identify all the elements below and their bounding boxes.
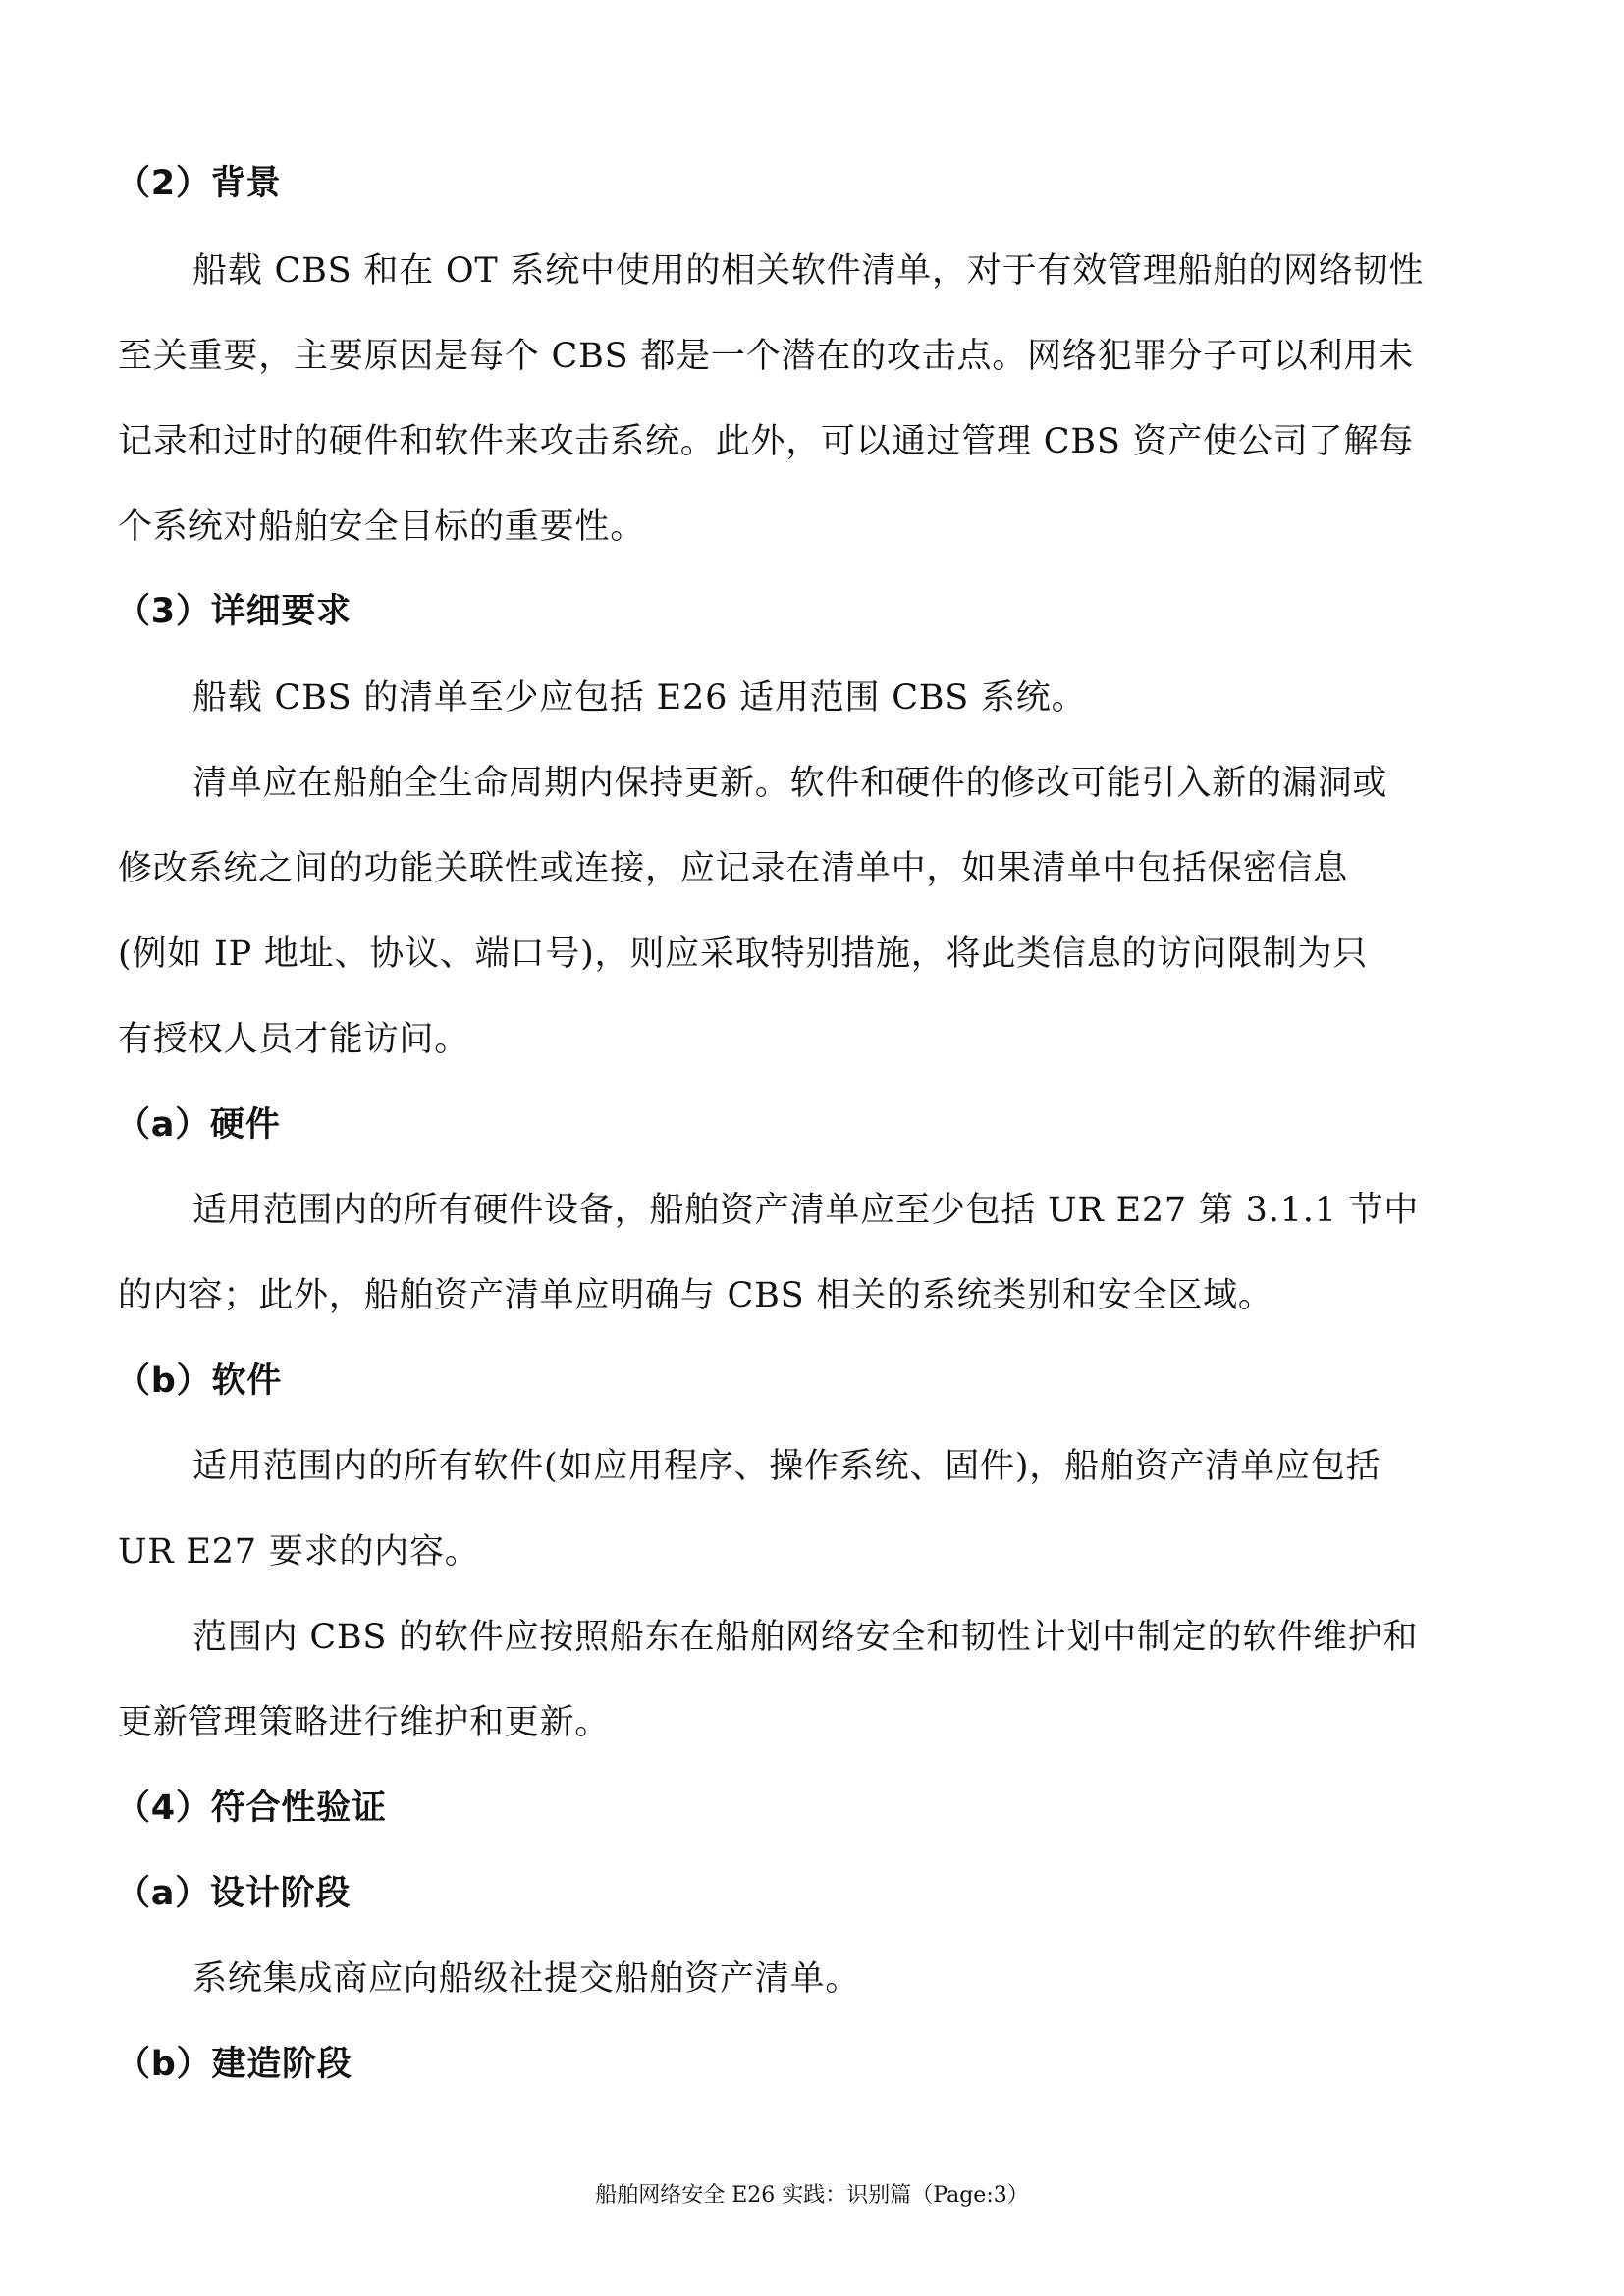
paragraph-line: 的内容；此外，船舶资产清单应明确与 CBS 相关的系统类别和安全区域。 (118, 1276, 1273, 1315)
heading-construction-stage: （b）建造阶段 (116, 2045, 352, 2084)
heading-design-stage: （a）设计阶段 (116, 1874, 352, 1913)
paragraph-line: 系统集成商应向船级社提交船舶资产清单。 (192, 1959, 861, 1999)
paragraph-line: 记录和过时的硬件和软件来攻击系统。此外，可以通过管理 CBS 资产使公司了解每 (118, 422, 1414, 461)
paragraph-line: 船载 CBS 和在 OT 系统中使用的相关软件清单，对于有效管理船舶的网络韧性 (192, 251, 1425, 291)
paragraph-line: 船载 CBS 的清单至少应包括 E26 适用范围 CBS 系统。 (192, 678, 1087, 718)
paragraph-line: 至关重要，主要原因是每个 CBS 都是一个潜在的攻击点。网络犯罪分子可以利用未 (118, 337, 1414, 376)
paragraph-line: 适用范围内的所有软件(如应用程序、操作系统、固件)，船舶资产清单应包括 (192, 1447, 1381, 1486)
paragraph-line: UR E27 要求的内容。 (118, 1532, 480, 1572)
paragraph-line: (例如 IP 地址、协议、端口号)，则应采取特别措施，将此类信息的访问限制为只 (118, 934, 1369, 974)
page-footer: 船舶网络安全 E26 实践：识别篇（Page:3） (595, 2183, 1029, 2208)
heading-conformity: （4）符合性验证 (116, 1789, 387, 1828)
paragraph-line: 个系统对船舶安全目标的重要性。 (118, 507, 646, 547)
heading-hardware: （a）硬件 (116, 1105, 281, 1145)
heading-software: （b）软件 (116, 1362, 283, 1401)
paragraph-line: 适用范围内的所有硬件设备，船舶资产清单应至少包括 UR E27 第 3.1.1 节中 (192, 1191, 1420, 1230)
paragraph-line: 修改系统之间的功能关联性或连接，应记录在清单中，如果清单中包括保密信息 (118, 849, 1349, 888)
paragraph-line: 更新管理策略进行维护和更新。 (118, 1703, 611, 1742)
paragraph-line: 有授权人员才能访问。 (118, 1020, 470, 1059)
heading-background: （2）背景 (116, 164, 282, 203)
paragraph-line: 范围内 CBS 的软件应按照船东在船舶网络安全和韧性计划中制定的软件维护和 (192, 1618, 1419, 1657)
heading-detailed-requirements: （3）详细要求 (116, 592, 352, 631)
paragraph-line: 清单应在船舶全生命周期内保持更新。软件和硬件的修改可能引入新的漏洞或 (192, 764, 1388, 803)
